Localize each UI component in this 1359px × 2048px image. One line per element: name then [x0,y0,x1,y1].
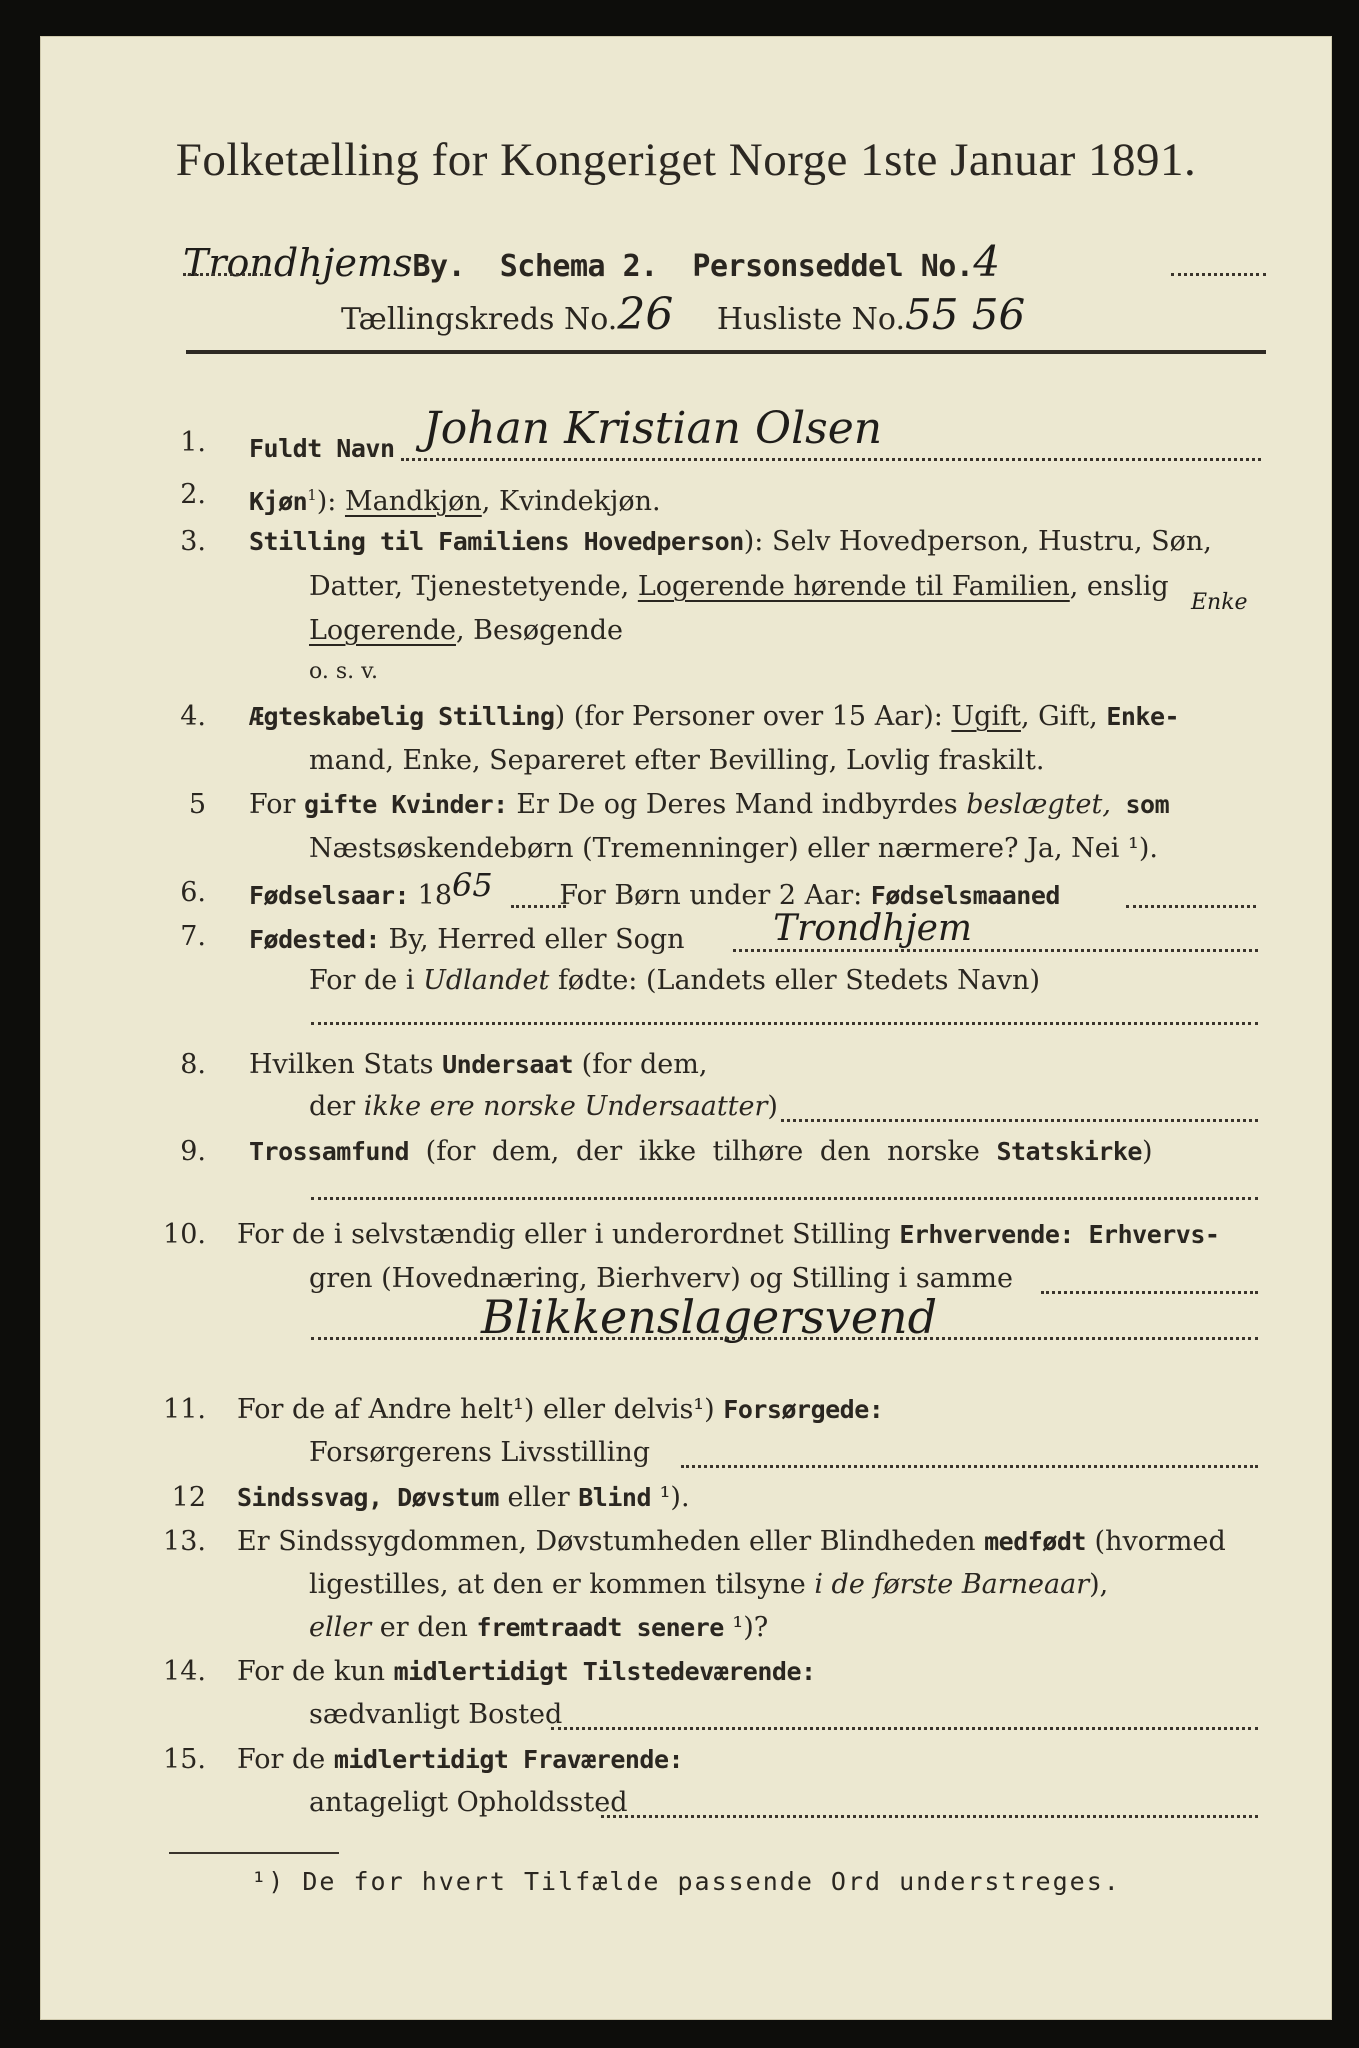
q13-eller: eller [309,1612,372,1643]
q3-underlined-logerende: Logerende hørende til Familien [637,571,1070,602]
q9-statskirke: Statskirke [996,1137,1142,1166]
q9-number: 9. [180,1136,206,1167]
q4-number: 4. [180,701,206,732]
q13-line1a: Er Sindssygdommen, Døvstumheden eller Blindheden [237,1526,985,1557]
q9-row [249,1134,1153,1170]
q13-line1b: (hvormed [1085,1526,1226,1557]
q14-label: midlertidigt Tilstedeværende: [393,1657,816,1686]
q13-line3a: er den [371,1612,477,1643]
q5-beslaegtet: beslægtet, [966,789,1111,820]
q13-line2b: ), [1089,1569,1109,1600]
q9-end: ) [1141,1136,1153,1167]
q9-line1: (for dem, der ikke tilhøre den norske [409,1136,997,1167]
q15-row-1 [237,1742,683,1778]
q6-year-handwritten: 65 [452,866,493,904]
q15-number: 15. [163,1744,206,1775]
q13-fremtraadt: fremtraadt senere [476,1613,724,1642]
q7-row-1 [249,908,973,958]
q13-number: 13. [163,1526,206,1557]
q8-label: Undersaat [442,1050,574,1079]
husliste-number: 55 56 [905,290,1026,339]
q13-line2a: ligestilles, at den er kommen tilsyne [309,1569,815,1600]
q8-line2b: ) [767,1091,778,1122]
schema-label: Schema 2. [499,249,658,284]
q3-line2c: , enslig [1069,571,1169,602]
q7-line1: By, Herred eller Sogn [379,924,685,955]
q2-option-mandkjon: Mandkjøn [344,486,482,517]
personseddel-dots [1171,273,1266,276]
q4-label: Ægteskabelig Stilling [249,702,555,731]
q8-number: 8. [180,1049,206,1080]
kreds-label: Tællingskreds No. [341,302,618,337]
q7-line2a: For de i [309,965,424,996]
q4-row-1 [249,699,1179,735]
q3-number: 3. [180,526,206,557]
q12-blind: Blind [578,1483,652,1512]
q3-besogende: , Besøgende [455,615,623,646]
q11-line1a: For de af Andre helt¹) eller delvis¹) [237,1394,724,1425]
q13-italic: i de første Barneaar [814,1569,1090,1600]
q14-number: 14. [163,1656,206,1687]
q2-label: Kjøn [249,487,308,516]
q10-line1a: For de i selvstændig eller i underordnet Stilling [237,1219,900,1250]
q13-row-3 [309,1610,768,1646]
q7-dots [733,949,1258,952]
q11-number: 11. [163,1394,206,1425]
q5-row-1 [249,787,1169,823]
q3-osv: o. s. v. [309,659,378,684]
q13-line3b: ¹)? [723,1612,769,1643]
q9-label: Trossamfund [249,1137,410,1166]
q5-number: 5 [188,789,206,820]
header-row-2 [341,289,1026,340]
footnote: ¹) De for hvert Tilfælde passende Ord understreges. [251,1867,1121,1896]
q14-dots [551,1727,1258,1730]
header-rule [186,350,1266,354]
q15-line1a: For de [237,1744,334,1775]
q7-row-2 [309,963,1040,999]
q14-row-2: sædvanligt Bosted [309,1699,563,1730]
q8-italic: ikke ere norske Undersaatter [363,1091,768,1122]
q3-row-2 [309,569,1169,605]
q3-label: Stilling til Familiens Hovedperson [249,527,744,556]
q13-row-1 [237,1524,1226,1560]
q11-dots [681,1465,1258,1468]
city-handwritten: Trondhjems [183,241,413,285]
q1-number: 1. [180,427,206,458]
q7-line2b: fødte: (Landets eller Stedets Navn) [549,965,1040,996]
q7-birthplace-answer: Trondhjem [773,908,973,949]
by-label: By. [412,249,466,284]
q15-dots [601,1815,1258,1818]
q4-enke: Enke- [1106,702,1180,731]
q2-row [249,477,661,520]
q4-row-2: mand, Enke, Separeret efter Bevilling, Lovlig fraskilt. [309,745,1045,776]
q9-blank-dots [311,1197,1258,1200]
q7-number: 7. [180,921,206,952]
q4-line1: ) (for Personer over 15 Aar): [554,701,952,732]
q1-name-answer: Johan Kristian Olsen [423,403,883,454]
q13-medfodt: medfødt [984,1527,1086,1556]
q15-label: midlertidigt Fraværende: [333,1745,684,1774]
q12-number: 12 [171,1482,206,1513]
q5-line1: Er De og Deres Mand indbyrdes [507,789,967,820]
q5-som: som [1110,790,1170,819]
header-row-1 [183,237,1001,286]
census-form-sheet [40,36,1332,2020]
q6-year-prefix: 18 [409,880,453,911]
footnote-rule [169,1852,339,1854]
q2-text: ): [316,486,345,517]
q8-line2a: der [309,1091,364,1122]
q12-row [237,1480,690,1516]
q13-row-2 [309,1567,1108,1603]
q8-line1a: Hvilken Stats [249,1049,443,1080]
q3-row-1 [249,524,1212,560]
q3-handwritten-note: Enke [1191,590,1248,615]
city-dots [183,273,268,276]
q12-end: ¹). [651,1482,690,1513]
q11-row-1 [237,1392,883,1428]
q7-label: Fødested: [249,925,380,954]
q6-year-dots [511,905,566,908]
q2-sup: 1 [307,486,317,504]
q2-option-kvindekjon: , Kvindekjøn. [481,486,661,517]
q1-dots [401,458,1261,461]
q6-month-dots [1126,905,1256,908]
q10-row-2: gren (Hovednæring, Bierhverv) og Stilling i samme [309,1263,1014,1294]
q15-row-2: antageligt Opholdssted [309,1787,628,1818]
q3-line1: ): Selv Hovedperson, Hustru, Søn, [743,526,1212,557]
q5-label: gifte Kvinder: [304,790,508,819]
q12-label: Sindssvag, Døvstum [237,1483,499,1512]
personseddel-label: Personseddel No. [692,249,974,284]
q2-number: 2. [180,479,206,510]
q10-row-1 [237,1217,1219,1253]
q6-line1: For Børn under 2 Aar: [559,880,871,911]
q14-row-1 [237,1654,816,1690]
q11-row-2: Forsørgerens Livsstilling [309,1437,651,1468]
q6-fodselsmaaned: Fødselsmaaned [870,881,1060,910]
q10-dots-2 [311,1337,1258,1340]
q12-mid: eller [498,1482,579,1513]
q8-row-1 [249,1047,707,1083]
q4-option-ugift: Ugift [951,701,1021,732]
q5-pre: For [249,789,305,820]
q8-dots [781,1119,1258,1122]
kreds-number: 26 [617,289,674,340]
q11-label: Forsørgede: [723,1395,884,1424]
q8-line1b: (for dem, [573,1049,708,1080]
personseddel-number: 4 [973,237,1001,286]
q3-logerende: Logerende [309,615,456,646]
q6-label: Fødselsaar: [249,881,410,910]
q5-row-2: Næstsøskendebørn (Tremenninger) eller nærmere? Ja, Nei ¹). [309,833,1158,864]
q10-dots-1 [1041,1291,1258,1294]
q10-label2: Erhvervs- [1073,1220,1220,1249]
husliste-label: Husliste No. [716,302,906,337]
q14-line1a: For de kun [237,1656,394,1687]
q10-number: 10. [163,1219,206,1250]
q3-row-3 [309,613,623,649]
form-title: Folketælling for Kongeriget Norge 1ste Januar 1891. [175,134,1197,186]
q4-line1b: , Gift, [1020,701,1107,732]
q1-label: Fuldt Navn [249,434,395,463]
q7-blank-dots [311,1022,1258,1025]
q6-number: 6. [180,877,206,908]
q8-row-2 [309,1089,778,1125]
q10-occupation-answer: Blikkenslagersvend [481,1290,938,1344]
q3-line2a: Datter, Tjenestetyende, [309,571,638,602]
q7-udlandet: Udlandet [423,965,550,996]
q10-label: Erhvervende: [899,1220,1074,1249]
